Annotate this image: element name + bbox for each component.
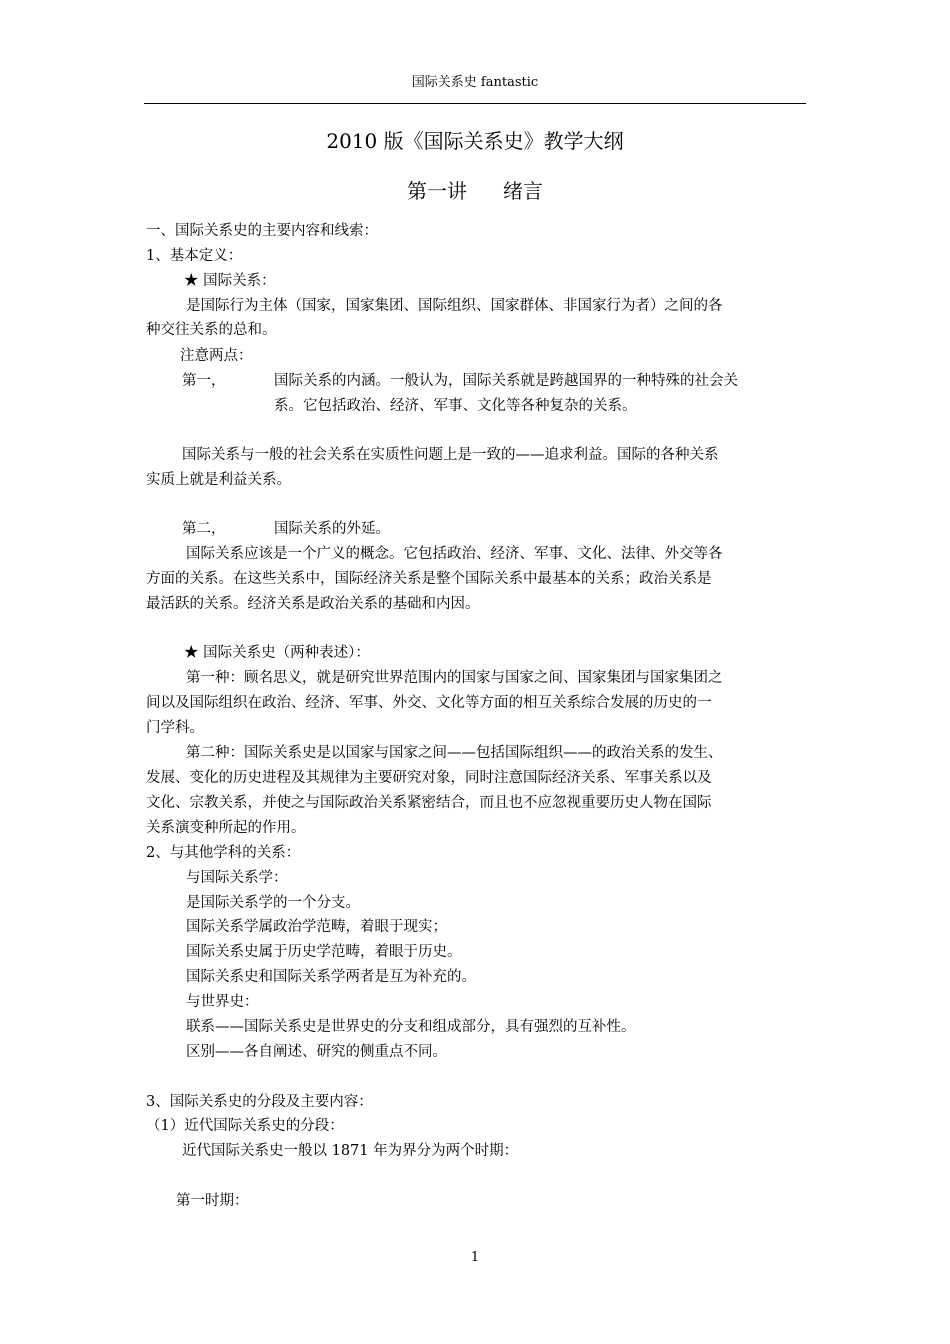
paragraph-line: 国际关系的外延。 bbox=[274, 521, 390, 537]
paragraph-line: 国际关系史和国际关系学两者是互为补充的。 bbox=[186, 969, 476, 985]
section-heading: 一、国际关系史的主要内容和线索： bbox=[146, 223, 378, 239]
paragraph-line: 种交往关系的总和。 bbox=[146, 322, 277, 338]
paragraph-line: 国际关系与一般的社会关系在实质性问题上是一致的——追求利益。国际的各种关系 bbox=[182, 447, 719, 463]
paragraph-line: 发展、变化的历史进程及其规律为主要研究对象，同时注意国际经济关系、军事关系以及 bbox=[146, 770, 712, 786]
subsection-heading: （1）近代国际关系史的分段： bbox=[146, 1118, 344, 1134]
paragraph-line: 国际关系史属于历史学范畴，着眼于历史。 bbox=[186, 944, 462, 960]
paragraph-line: 第一时期： bbox=[176, 1193, 249, 1209]
page-number: 1 bbox=[470, 1250, 480, 1265]
bullet-heading: ★ 国际关系史（两种表述）： bbox=[184, 645, 370, 661]
paragraph-line: 注意两点： bbox=[180, 348, 253, 364]
subsection-heading: 2、与其他学科的关系： bbox=[146, 845, 301, 861]
bullet-heading: ★ 国际关系： bbox=[184, 273, 276, 289]
point-label: 第一， bbox=[182, 373, 226, 389]
paragraph-line: 第一种：顾名思义，就是研究世界范围内的国家与国家之间、国家集团与国家集团之 bbox=[186, 670, 723, 686]
paragraph-line: 门学科。 bbox=[146, 720, 204, 736]
paragraph-line: 国际关系学属政治学范畴，着眼于现实； bbox=[186, 919, 447, 935]
paragraph-line: 文化、宗教关系，并使之与国际政治关系紧密结合，而且也不应忽视重要历史人物在国际 bbox=[146, 795, 712, 811]
header-rule bbox=[144, 103, 806, 104]
paragraph-line: 是国际关系学的一个分支。 bbox=[186, 895, 360, 911]
paragraph-line: 方面的关系。在这些关系中，国际经济关系是整个国际关系中最基本的关系；政治关系是 bbox=[146, 571, 712, 587]
paragraph-line: 系。它包括政治、经济、军事、文化等各种复杂的关系。 bbox=[274, 398, 637, 414]
paragraph-line: 近代国际关系史一般以 1871 年为界分为两个时期： bbox=[182, 1143, 519, 1159]
document-title: 2010 版《国际关系史》教学大纲 bbox=[326, 129, 624, 153]
paragraph-line: 第二种：国际关系史是以国家与国家之间——包括国际组织——的政治关系的发生、 bbox=[186, 745, 723, 761]
paragraph-line: 关系演变种所起的作用。 bbox=[146, 820, 306, 836]
paragraph-line: 是国际行为主体（国家，国家集团、国际组织、国家群体、非国家行为者）之间的各 bbox=[186, 298, 723, 314]
paragraph-line: 与世界史： bbox=[186, 994, 259, 1010]
paragraph-line: 联系——国际关系史是世界史的分支和组成部分，具有强烈的互补性。 bbox=[186, 1019, 636, 1035]
paragraph-line: 国际关系应该是一个广义的概念。它包括政治、经济、军事、文化、法律、外交等各 bbox=[186, 546, 723, 562]
lecture-heading bbox=[0, 175, 950, 204]
point-label: 第二， bbox=[182, 521, 226, 537]
paragraph-line: 与国际关系学： bbox=[186, 870, 288, 886]
subsection-heading: 1、基本定义： bbox=[146, 248, 243, 264]
page-header: 国际关系史 fantastic bbox=[411, 75, 539, 90]
paragraph-line: 国际关系的内涵。一般认为，国际关系就是跨越国界的一种特殊的社会关 bbox=[274, 373, 738, 389]
lecture-number: 第一讲 bbox=[407, 179, 467, 203]
subsection-heading: 3、国际关系史的分段及主要内容： bbox=[146, 1094, 373, 1110]
paragraph-line: 实质上就是利益关系。 bbox=[146, 472, 291, 488]
paragraph-line: 最活跃的关系。经济关系是政治关系的基础和内因。 bbox=[146, 596, 480, 612]
lecture-title: 绪言 bbox=[503, 179, 543, 203]
paragraph-line: 区别——各自阐述、研究的侧重点不同。 bbox=[186, 1044, 447, 1060]
paragraph-line: 间以及国际组织在政治、经济、军事、外交、文化等方面的相互关系综合发展的历史的一 bbox=[146, 695, 712, 711]
